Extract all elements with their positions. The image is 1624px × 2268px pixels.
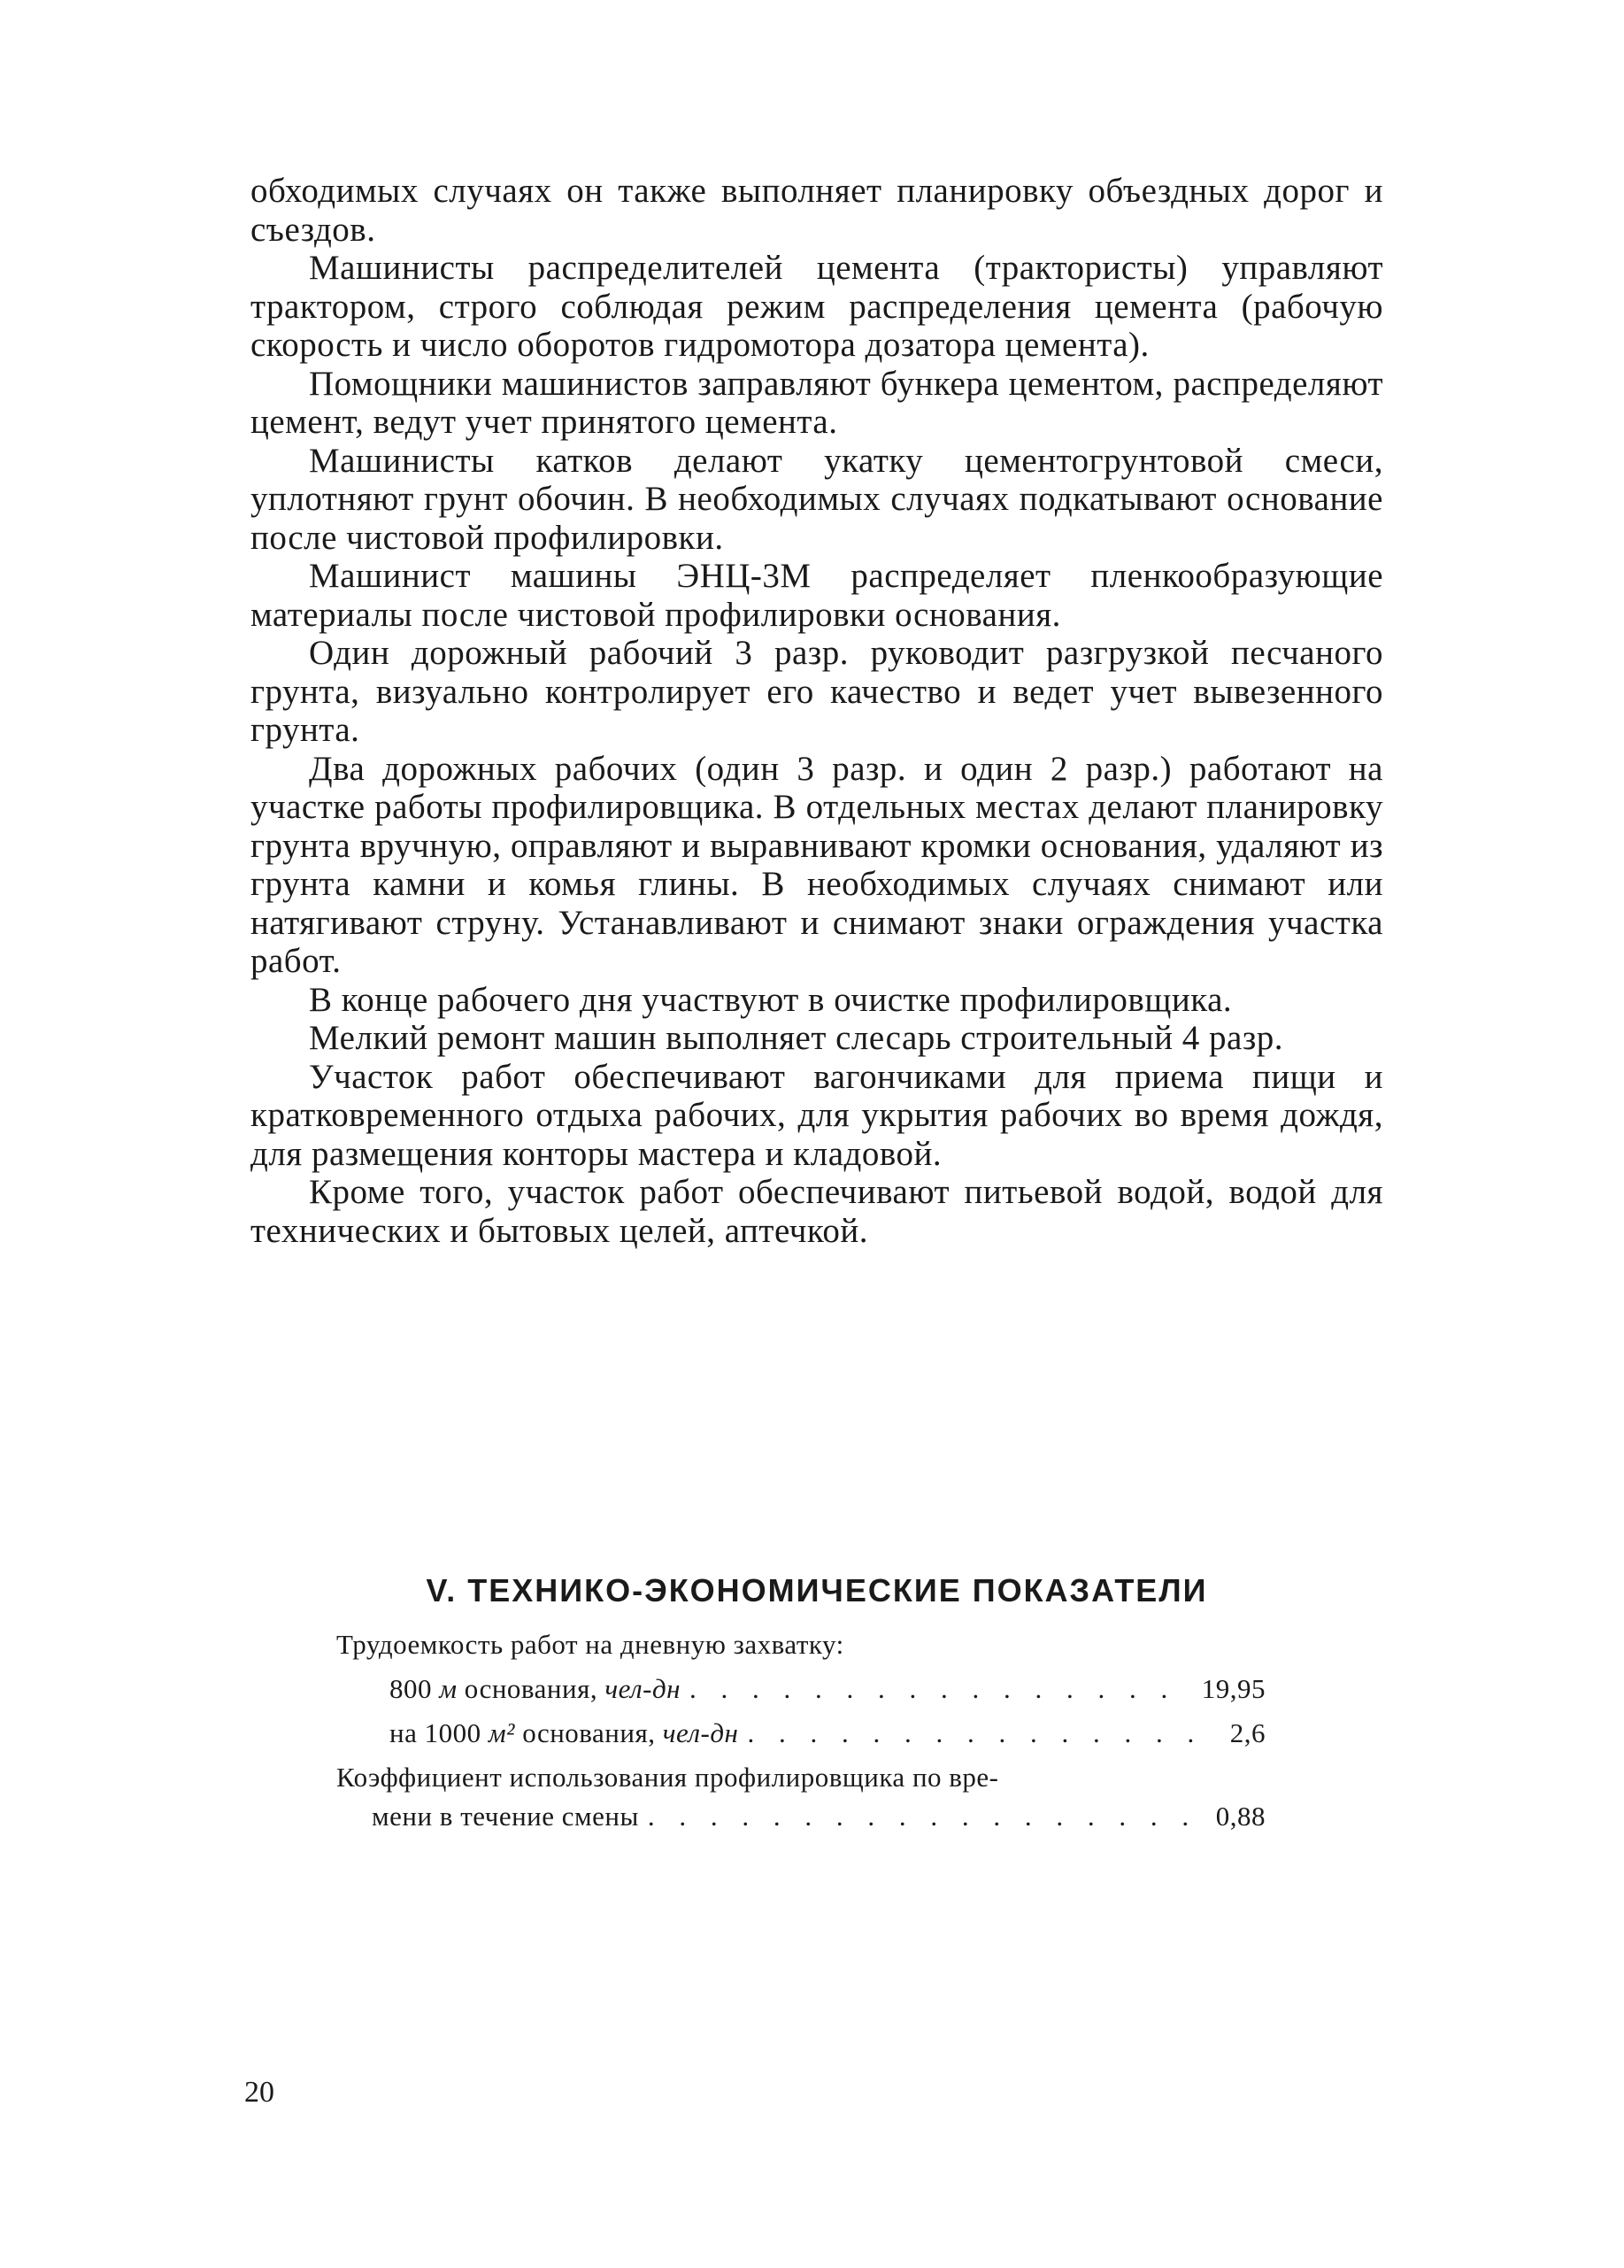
page-number: 20	[244, 2076, 274, 2109]
paragraph: Машинисты распределителей цемента (трактористы) управляют трактором, строго соблюдая режим распределения цемента (рабочую скорость и число оборотов гидромотора дозатора цемента).	[250, 249, 1383, 364]
paragraph: Помощники машинистов заправляют бункера цементом, распределяют цемент, ведут учет принятого цемента.	[250, 364, 1383, 441]
section-title: V. ТЕХНИКО-ЭКОНОМИЧЕСКИЕ ПОКАЗАТЕЛИ	[426, 1572, 1208, 1608]
paragraph: Кроме того, участок работ обеспечивают питьевой водой, водой для технических и бытовых целей, аптечкой.	[250, 1173, 1383, 1250]
indicator-label-line2: мени в течение смены	[372, 1801, 639, 1832]
indicator-value: 0,88	[1215, 1801, 1266, 1832]
indicator-value: 19,95	[1201, 1673, 1266, 1704]
indicator-row-coefficient	[336, 1758, 1266, 1836]
indicator-row-per-1000	[336, 1714, 1266, 1753]
dot-leader	[747, 1714, 1195, 1753]
paragraph: Мелкий ремонт машин выполняет слесарь строительный 4 разр.	[309, 1019, 1284, 1057]
paragraph: обходимых случаях он также выполняет планировку объездных дорог и съездов.	[250, 172, 1383, 249]
paragraph: Машинисты катков делают укатку цементогрунтовой смеси, уплотняют грунт обочин. В необходимых случаях подкатывают основание после чистовой профилировки.	[250, 441, 1383, 557]
paragraph: В конце рабочего дня участвуют в очистке профилировщика.	[309, 980, 1233, 1019]
paragraph: Два дорожных рабочих (один 3 разр. и один 2 разр.) работают на участке работы профилировщика. В отдельных местах делают планировку грунта вручную, оправляют и выравнивают кромки основания, удаляют из грунта камни и комья глины. В необходимых случаях снимают или натягивают струну. Устанавливают и снимают знаки ограждения участка работ.	[250, 749, 1383, 980]
indicator-value: 2,6	[1229, 1717, 1266, 1748]
labor-heading: Трудоемкость работ на дневную захватку:	[336, 1629, 844, 1660]
dot-leader	[648, 1797, 1195, 1836]
indicators-list	[336, 1625, 1266, 1836]
indicator-label-line1: Коэффициент использования профилировщика по вре-	[336, 1762, 999, 1793]
indicator-label: 800 м основания, чел-дн	[389, 1673, 681, 1704]
paragraph: Машинист машины ЭНЦ-3М распределяет пленкообразующие материалы после чистовой профилировки основания.	[250, 557, 1383, 634]
body-text	[250, 172, 1383, 1250]
paragraph: Один дорожный рабочий 3 разр. руководит разгрузкой песчаного грунта, визуально контролирует его качество и ведет учет вывезенного грунта.	[250, 634, 1383, 749]
indicator-row-base	[336, 1670, 1266, 1709]
indicator-row-coefficient-line2	[336, 1797, 1266, 1836]
dot-leader	[689, 1670, 1193, 1709]
paragraph: Участок работ обеспечивают вагончиками для приема пищи и кратковременного отдыха рабочих, для укрытия рабочих во время дождя, для размещения конторы мастера и кладовой.	[250, 1057, 1383, 1173]
indicator-label: на 1000 м² основания, чел-дн	[389, 1717, 739, 1748]
